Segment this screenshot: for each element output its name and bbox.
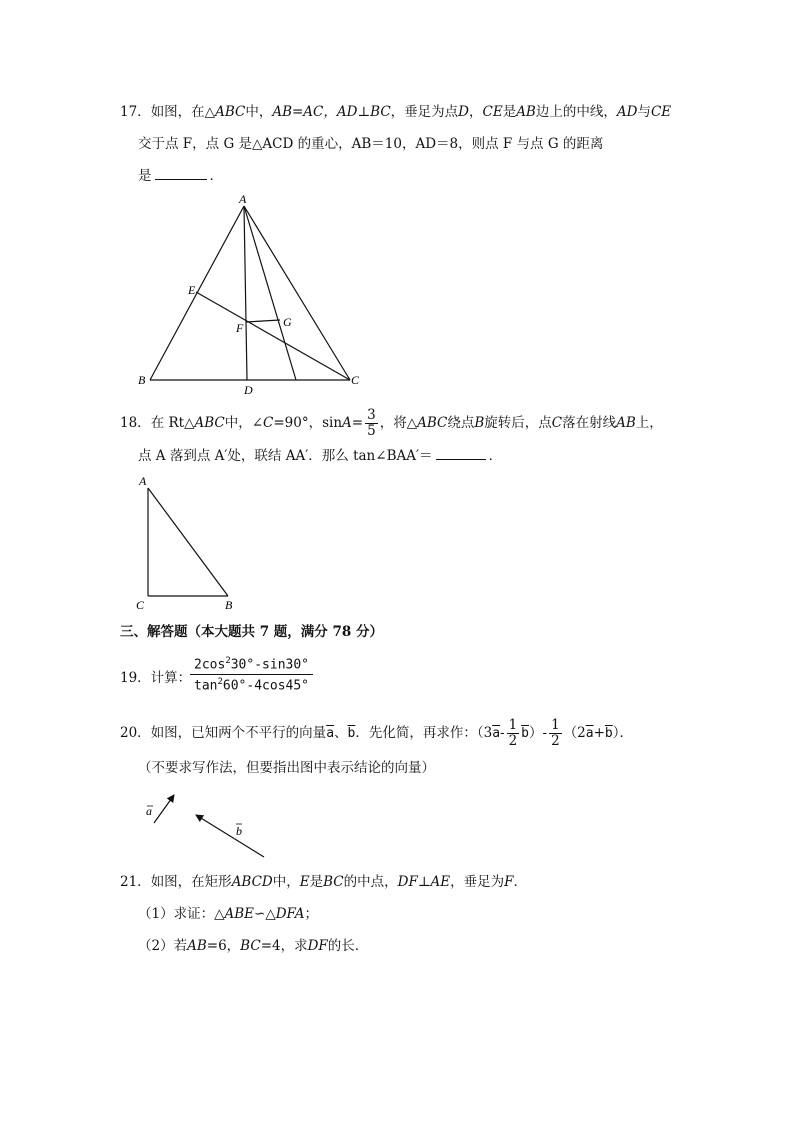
q20-line1: 20．如图，已知两个不平行的向量$\overline{a}$、$\overline{b}$．先化简，再求作：（$3\overline{a}-$ $\frac{1}{2}$ $\overline{b})-$ $\frac{1}{2}$ $(2\overline{a}+\overline{b})$．	[120, 717, 633, 749]
q17-line1: 17．如图，在△ABC中，AB=AC，AD⊥BC，垂足为点D，CE是AB边上的中线，AD与CE	[120, 104, 672, 120]
q21-part1: （1）求证：△ABE∽△DFA；	[138, 906, 318, 922]
segment-ab	[148, 488, 228, 596]
triangle-figure-17	[130, 188, 370, 398]
label-b: B	[138, 373, 146, 387]
q21-line1: 21．如图，在矩形ABCD中，E是BC的中点，DF⊥AE，垂足为F．	[120, 874, 528, 890]
vector-b-arrow	[196, 815, 264, 857]
segment-ce	[196, 292, 350, 380]
label-a: A	[139, 474, 147, 488]
segment-ad	[244, 206, 247, 380]
fraction-three-fifths: $\frac{3}{5}$	[367, 407, 376, 439]
label-e: E	[188, 283, 196, 297]
segment-fg	[246, 320, 280, 322]
fraction-one-half: $\frac{1}{2}$	[508, 717, 518, 749]
segment-ac	[244, 206, 350, 380]
q18-line1: 18．在 Rt△ABC中，∠C=90°，sinA= $\frac{3}{5}$ ，将△ABC绕点B旋转后，点C落在射线AB上，	[120, 407, 663, 439]
vector-a-label: a	[146, 804, 152, 818]
q19-label: 19．计算：	[120, 670, 192, 686]
segment-median-acd	[244, 206, 296, 380]
label-a: A	[239, 192, 247, 206]
label-c: C	[136, 598, 145, 612]
q19-fraction: $\frac{2\cos^230^\circ-\sin 30^\circ}{\tan^260^\circ-4\cos 45^\circ}$	[190, 656, 313, 694]
label-f: F	[236, 321, 244, 335]
q17-line2: 交于点 F，点 G 是△ACD 的重心，AB＝10，AD＝8，则点 F 与点 G 的距离	[138, 136, 604, 152]
right-triangle-figure-18	[130, 470, 250, 615]
vector-a-symbol: $\overline{a}$	[326, 726, 335, 741]
answer-blank	[436, 447, 486, 460]
label-c: C	[351, 373, 360, 387]
vector-b-label: b	[236, 824, 242, 838]
label-b: B	[225, 598, 233, 612]
answer-blank	[155, 167, 207, 180]
vectors-figure-20	[130, 785, 280, 865]
q17-line3: 是 ．	[138, 168, 223, 184]
fraction-one-half: $\frac{1}{2}$	[551, 717, 560, 749]
section-heading: 三、解答题（本大题共 7 题，满分 78 分）	[120, 624, 383, 640]
q18-line2: 点 A 落到点 A′处，联结 AA′．那么 tan∠BAA′＝ ．	[138, 448, 503, 464]
q21-part2: （2）若AB=6，BC=4，求DF的长．	[138, 938, 369, 954]
q20-note: （不要求写作法，但要指出图中表示结论的向量）	[138, 760, 435, 776]
label-g: G	[283, 315, 292, 329]
label-d: D	[244, 383, 253, 397]
vector-b-symbol: $\overline{b}$	[347, 726, 356, 741]
vector-a-arrow	[154, 795, 174, 823]
